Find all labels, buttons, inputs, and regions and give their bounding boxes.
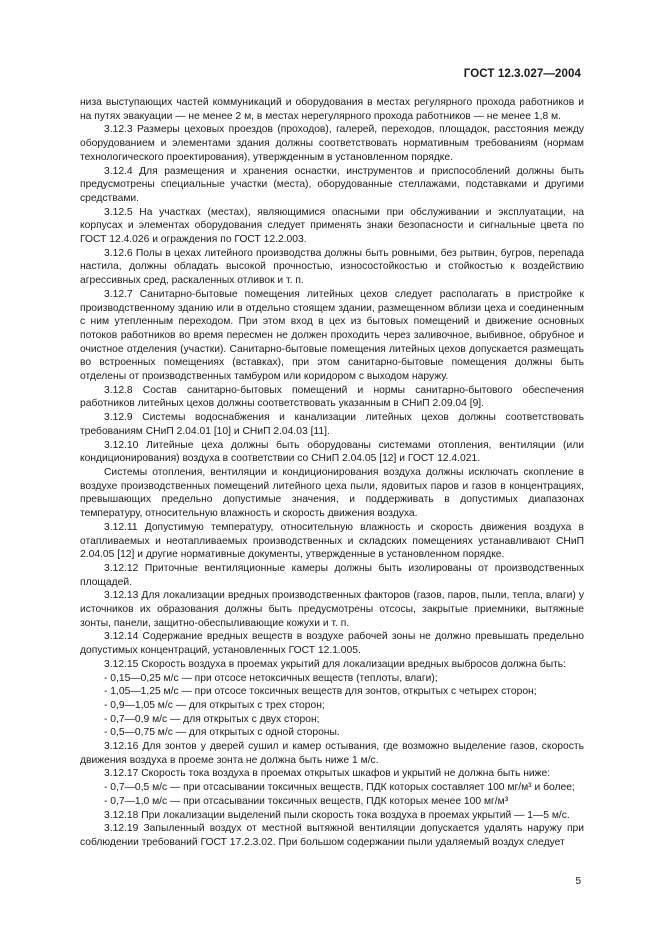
- paragraph: - 0,5—0,75 м/с — для открытых с одной стороны.: [104, 727, 340, 739]
- document-body: [80, 96, 584, 850]
- paragraph: 3.12.7 Санитарно-бытовые помещения литейных цехов следует располагать в пристройке к производственному зданию или в отдельно стоящем здании, размещенном вблизи цеха и соединенным с ним утепленным переходом. При этом вход в цех из бытовых помещений и движение основных потоков работников во время пересмен не должен проходить через заливочное, выбивное, обрубное и очистное отделения (участки). Санитарно-бытовые помещения литейных цехов допускается размещать во встроенных помещениях (вставках), при этом санитарно-бытовые помещения должны быть отделены от производственных тамбуром или коридором с выходом наружу.: [80, 288, 584, 383]
- paragraph: 3.12.3 Размеры цеховых проездов (проходов), галерей, переходов, площадок, расстояния между оборудованием и элементами здания должны соответствовать нормативным требованиям (нормам технологического проектирования), утвержденным в установленном порядке.: [80, 124, 584, 163]
- paragraph: 3.12.5 На участках (местах), являющимися опасными при обслуживании и эксплуатации, на корпусах и элементах оборудования следует применять знаки безопасности и сигнальные цвета по ГОСТ 12.4.026 и ограждения по ГОСТ 12.2.003.: [80, 206, 584, 246]
- paragraph: 3.12.19 Запыленный воздух от местной вытяжной вентиляции допускается удалять наружу при соблюдении требований ГОСТ 17.2.3.02. При большом содержании пыли удаляемый воздух следует: [80, 823, 584, 848]
- paragraph: 3.12.14 Содержание вредных веществ в воздухе рабочей зоны не должно превышать предельно допустимых концентраций, установленных ГОСТ 12.1.005.: [80, 631, 584, 657]
- paragraph: 3.12.8 Состав санитарно-бытовых помещений и нормы санитарно-бытового обеспечения работников литейных цехов должны соответствовать указанным в СНиП 2.09.04 [9].: [80, 384, 584, 410]
- paragraph: - 0,7—0,5 м/с — при отсасывании токсичных веществ, ПДК которых составляет 100 мг/м³ и более;: [104, 782, 575, 794]
- paragraph: Системы отопления, вентиляции и кондиционирования воздуха должны исключать скопление в воздухе производственных помещений литейного цеха пыли, ядовитых паров и газов в концентрациях, превышающих предельно допустимые значения, и поддерживать в допустимых диапазонах температуру, относительную влажность и скорость движения воздуха.: [80, 466, 584, 520]
- paragraph: 3.12.11 Допустимую температуру, относительную влажность и скорость движения воздуха в отапливаемых и неотапливаемых производственных и складских помещениях устанавливают СНиП 2.04.05 [12] и другие нормативные документы, утвержденные в установленном порядке.: [80, 521, 584, 561]
- page-number: 5: [575, 876, 581, 887]
- paragraph: - 0,15—0,25 м/с — при отсосе нетоксичных веществ (теплоты, влаги);: [104, 672, 438, 684]
- paragraph: 3.12.9 Системы водоснабжения и канализации литейных цехов должны соответствовать требованиям СНиП 2.04.01 [10] и СНиП 2.04.03 [11].: [80, 412, 584, 437]
- paragraph: низа выступающих частей коммуникаций и оборудования в местах регулярного прохода работников и на путях эвакуации — не менее 2 м, в местах нерегулярного прохода работников — не менее 1,8 м.: [80, 97, 584, 122]
- paragraph: - 0,7—1,0 м/с — при отсасывании токсичных веществ, ПДК которых менее 100 мг/м³: [104, 795, 509, 807]
- paragraph: 3.12.13 Для локализации вредных производственных факторов (газов, паров, пыли, тепла, влаги) у источников их образования должны быть предусмотрены отсосы, закрытые приемники, вытяжные зонты, панели, защитно-обеспыливающие кожухи и т. п.: [80, 590, 584, 629]
- document-header: ГОСТ 12.3.027—2004: [463, 68, 581, 80]
- paragraph: 3.12.12 Приточные вентиляционные камеры должны быть изолированы от производственных площадей.: [80, 562, 584, 588]
- paragraph: 3.12.15 Скорость воздуха в проемах укрытий для локализации вредных выбросов должна быть:: [104, 658, 567, 670]
- paragraph: 3.12.6 Полы в цехах литейного производства должны быть ровными, без рытвин, бугров, перепада настила, должны обладать высокой прочностью, износостойкостью и стойкостью к воздействию агрессивных сред, раскаленных отливок и т. п.: [80, 247, 584, 287]
- paragraph: - 0,7—0,9 м/с — для открытых с двух сторон;: [104, 713, 320, 725]
- paragraph: - 1,05—1,25 м/с — при отсосе токсичных веществ для зонтов, открытых с четырех сторон;: [104, 686, 537, 698]
- paragraph: 3.12.17 Скорость тока воздуха в проемах открытых шкафов и укрытий не должна быть ниже:: [104, 768, 551, 780]
- paragraph: 3.12.16 Для зонтов у дверей сушил и камер остывания, где возможно выделение газов, скорость движения воздуха в проеме зонта не должна быть ниже 1 м/с.: [80, 741, 584, 766]
- paragraph: 3.12.4 Для размещения и хранения оснастки, инструментов и приспособлений должны быть предусмотрены специальные участки (места), оборудованные стеллажами, подставками и другими средствами.: [80, 165, 584, 204]
- paragraph: 3.12.18 При локализации выделений пыли скорость тока воздуха в проемах укрытий — 1—5 м/с.: [104, 809, 570, 821]
- paragraph: 3.12.10 Литейные цеха должны быть оборудованы системами отопления, вентиляции (или кондиционирования) воздуха в соответствии со СНиП 2.04.05 [12] и ГОСТ 12.4.021.: [80, 439, 584, 465]
- paragraph: - 0,9—1,05 м/с — для открытых с трех сторон;: [104, 699, 325, 711]
